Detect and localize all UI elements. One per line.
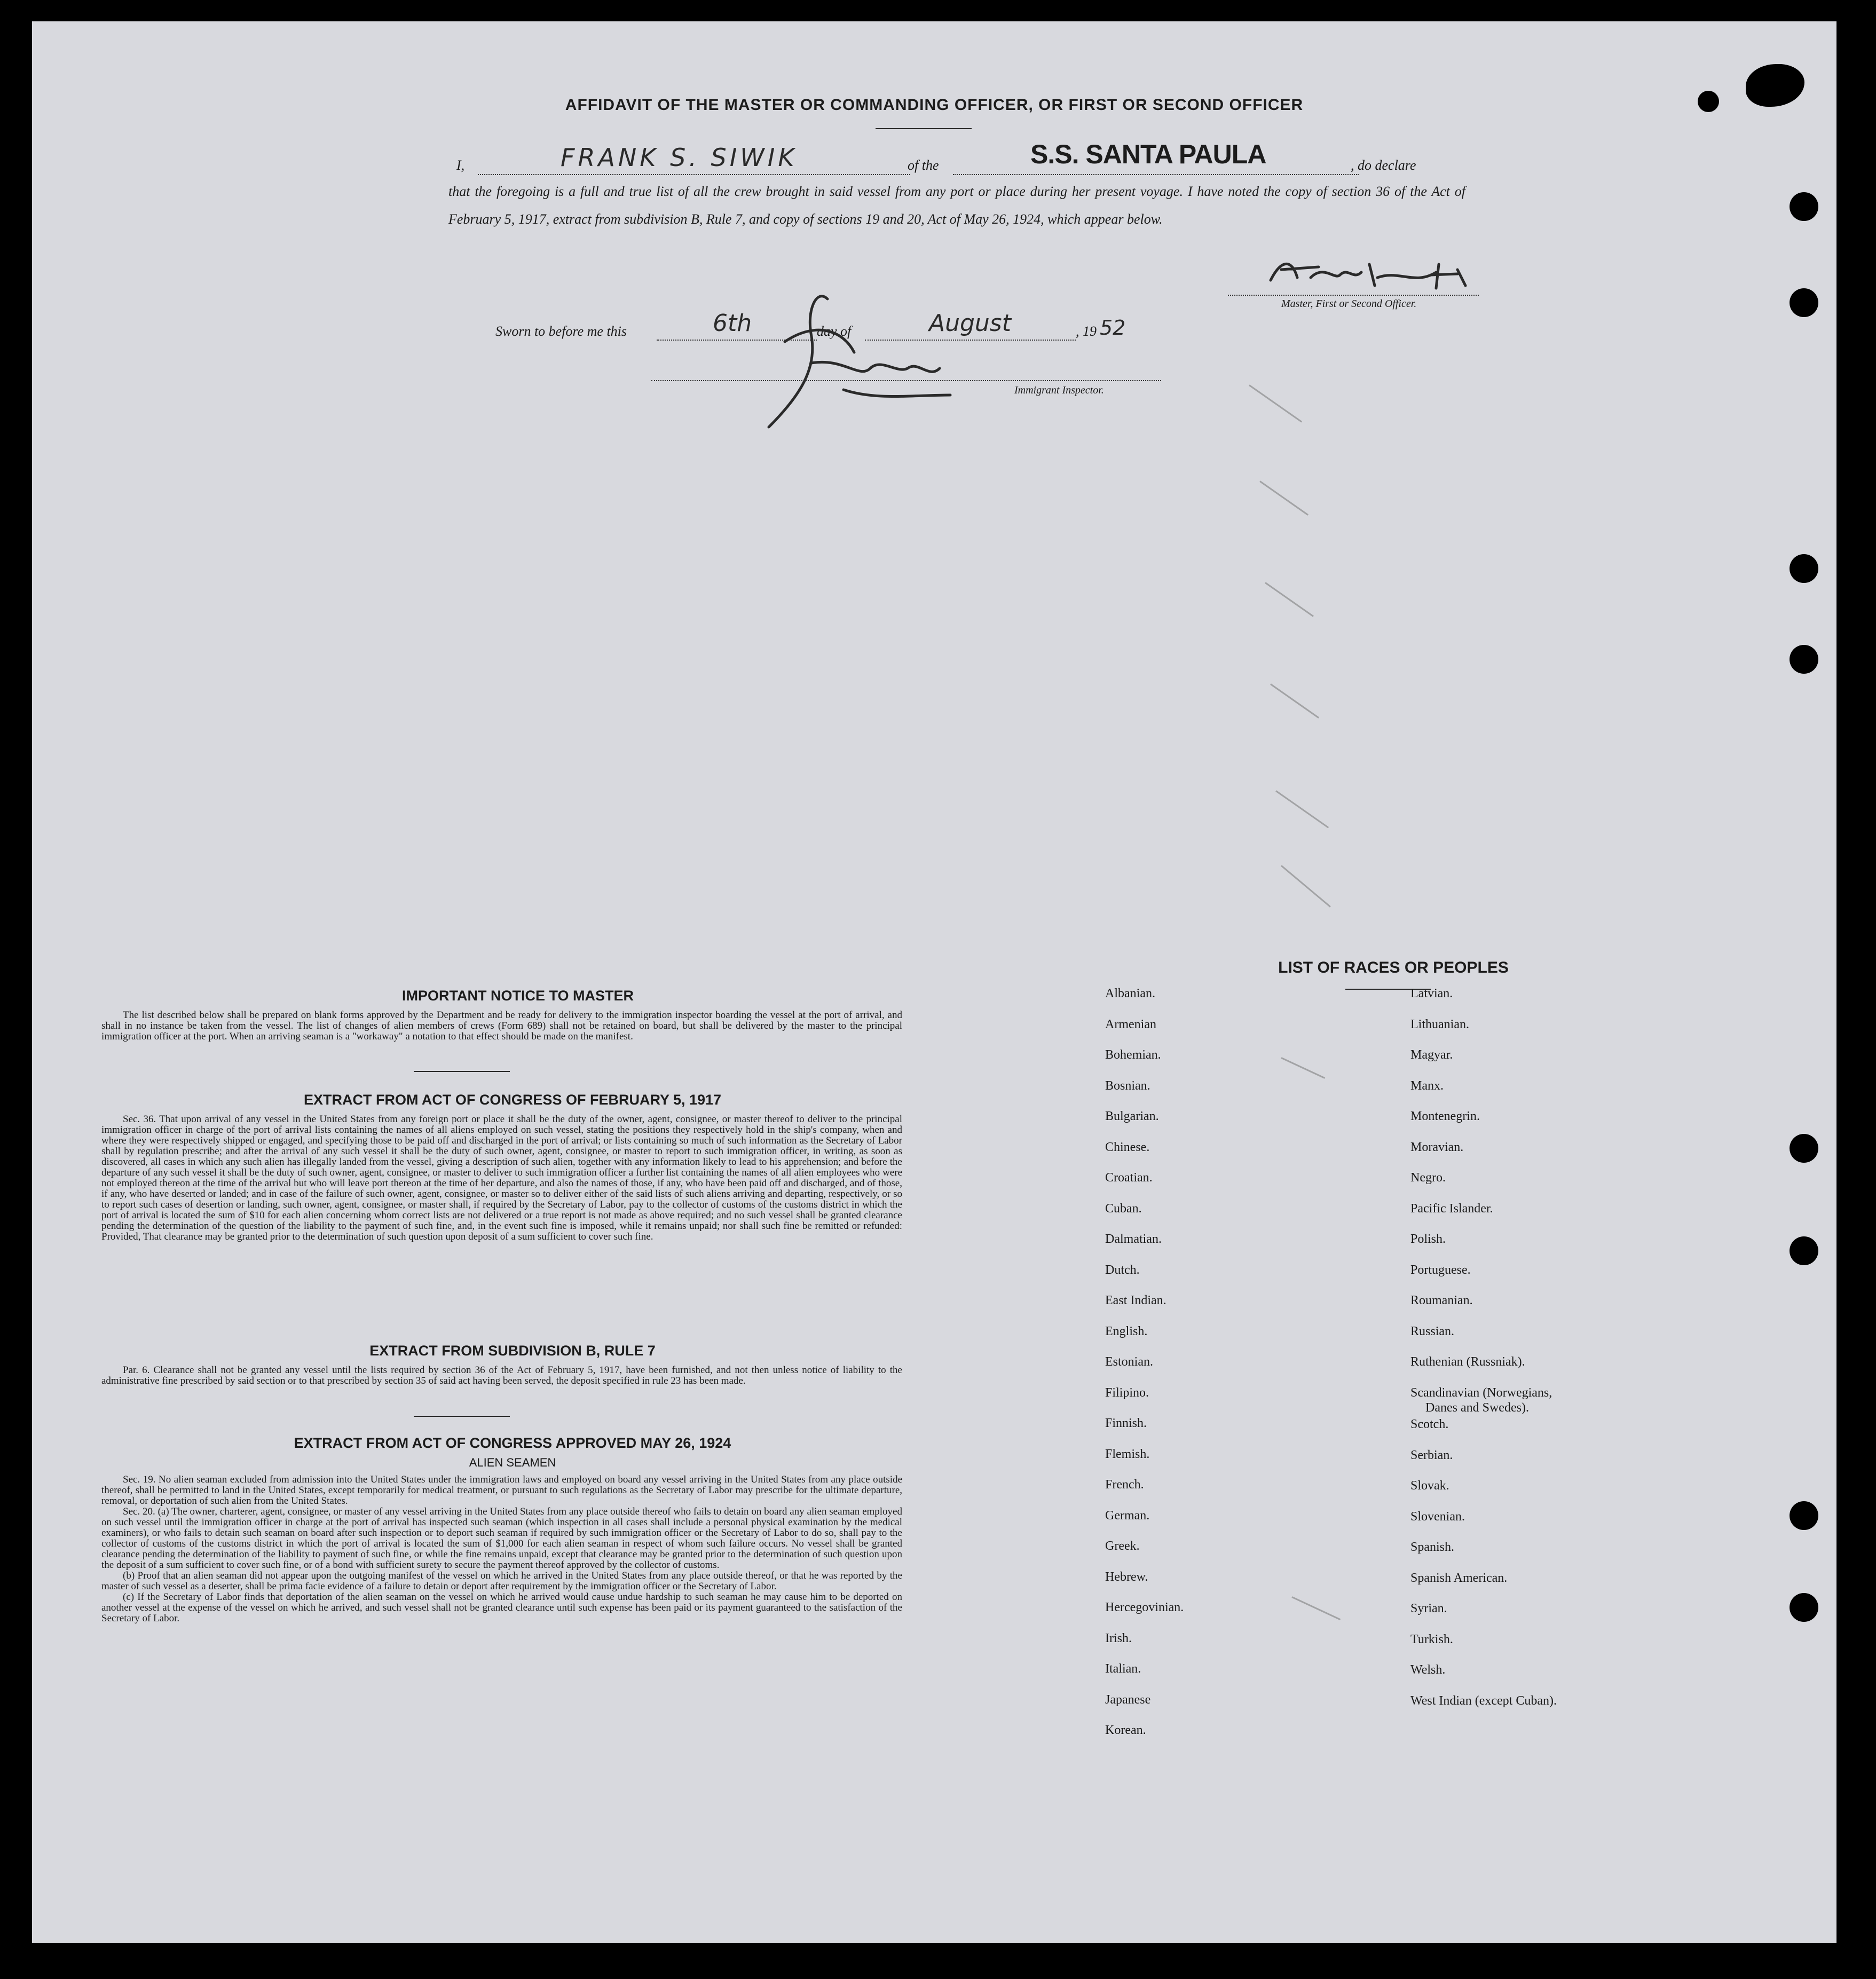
master-caption: Master, First or Second Officer. (1281, 298, 1417, 310)
race-item-right: Russian. (1410, 1324, 1455, 1338)
punch-hole (1790, 1593, 1818, 1622)
year-value: 52 (1100, 316, 1126, 340)
race-item-left: Albanian. (1105, 987, 1155, 1000)
sec-19-paragraph: Sec. 19. No alien seaman excluded from admission into the United States under the immigration laws and employed on board any vessel arriving in the United States from any place outside thereof, shall be permitted to land in the United States, except temporarily for medical treatment, or pursuant to such regulations as the Secretary of Labor may prescribe for the ultimate departure, removal, or deportation of such alien from the United States. (101, 1474, 902, 1507)
year-prefix: , 19 (1076, 324, 1097, 339)
faint-mark (1275, 790, 1329, 828)
name-line (478, 174, 910, 175)
sec-20c-paragraph: (c) If the Secretary of Labor finds that deportation of the alien seaman on the vessel on which he arrived would cause undue hardship to such seaman he may cause him to be deported on another vessel at the expense of the vessel on which he arrived, and such vessel shall not be granted clearance until such expense has been paid or its payment guaranteed to the satisfaction of the Secretary of Labor. (101, 1591, 902, 1624)
faint-mark (1281, 865, 1331, 907)
race-item-left: Flemish. (1105, 1447, 1150, 1461)
race-item-right: Pacific Islander. (1410, 1201, 1493, 1216)
race-item-left: Irish. (1105, 1631, 1132, 1645)
sec-20b-paragraph: (b) Proof that an alien seaman did not appear upon the outgoing manifest of the vessel on which he arrived in the United States from any place outside thereof, or that he was reported by the master of such vessel as a deserter, shall be prima facie evidence of a failure to detain or deport after requirement by the immigration officer or the Secretary of Labor. (101, 1570, 902, 1592)
race-item-right: Slovenian. (1410, 1509, 1465, 1524)
race-item-left: Bulgarian. (1105, 1109, 1159, 1123)
of-the-label: of the (908, 157, 939, 173)
races-title: LIST OF RACES OR PEOPLES (1278, 959, 1509, 976)
race-item-left: Estonian. (1105, 1355, 1153, 1369)
race-item-right: Roumanian. (1410, 1294, 1473, 1307)
document-page (32, 21, 1836, 1943)
inspector-caption: Immigrant Inspector. (1014, 384, 1104, 396)
race-item-left: English. (1105, 1324, 1148, 1338)
race-item-left: Hebrew. (1105, 1570, 1148, 1584)
notice-paragraph: The list described below shall be prepared on blank forms approved by the Department and be ready for delivery to the immigration inspector boarding the vessel at the port of arrival, and shall in no instance be taken from the vessel. The list of changes of alien members of crews (Form 689) shall not be retained on board, but shall be delivered by the master to the principal immigration officer at the port. When an arriving seaman is a "workaway" a notation to that effect should be made on the manifest. (101, 1010, 902, 1042)
punch-hole (1790, 554, 1818, 583)
sworn-label: Sworn to before me this (495, 324, 627, 339)
race-item-left: Bohemian. (1105, 1048, 1161, 1062)
race-item-left: Korean. (1105, 1723, 1146, 1737)
race-item-right: Scandinavian (Norwegians, (1410, 1385, 1552, 1400)
punch-hole (1790, 1501, 1818, 1530)
race-item-right: Welsh. (1410, 1663, 1446, 1677)
day-value: 6th (713, 310, 752, 337)
do-declare-label: , do declare (1351, 157, 1416, 173)
faint-mark (1270, 683, 1319, 719)
race-item-left: Croatian. (1105, 1171, 1153, 1185)
notice-body (101, 1010, 902, 1042)
extract-1917-body (101, 1114, 902, 1242)
faint-mark (1249, 384, 1302, 422)
day-of-label: day of (817, 324, 852, 339)
race-item-left: Armenian (1105, 1017, 1156, 1031)
vessel-line (953, 174, 1359, 175)
notice-title: IMPORTANT NOTICE TO MASTER (402, 988, 634, 1004)
faint-mark (1281, 1057, 1325, 1079)
race-item-left: Filipino. (1105, 1385, 1149, 1400)
race-item-right: Manx. (1410, 1078, 1444, 1093)
alien-seamen-subtitle: ALIEN SEAMEN (469, 1456, 556, 1469)
notice-divider (414, 1071, 510, 1072)
race-item-left: Hercegovinian. (1105, 1600, 1184, 1614)
faint-mark (1265, 582, 1314, 617)
race-item-right: Syrian. (1410, 1602, 1447, 1615)
race-item-left: Italian. (1105, 1662, 1141, 1676)
rule7-body (101, 1365, 902, 1386)
race-item-right: Spanish. (1410, 1540, 1455, 1554)
rule7-paragraph: Par. 6. Clearance shall not be granted any vessel until the lists required by section 36 of the Act of February 5, 1917, have been furnished, and not then unless notice of liability to the administrative fine prescribed by said section or to that prescribed by section 35 of said act having been served, the deposit specified in rule 23 has been made. (101, 1365, 902, 1386)
race-item-right: Scotch. (1410, 1417, 1449, 1431)
race-item-left: Finnish. (1105, 1416, 1147, 1430)
race-item-left: Cuban. (1105, 1201, 1142, 1216)
vessel-name: S.S. SANTA PAULA (1030, 139, 1266, 169)
title-divider (876, 128, 972, 129)
punch-hole (1790, 645, 1818, 674)
race-item-right: Danes and Swedes). (1425, 1400, 1529, 1415)
race-item-left: Dalmatian. (1105, 1232, 1162, 1246)
race-item-right: Latvian. (1410, 987, 1453, 1000)
race-item-left: Bosnian. (1105, 1078, 1150, 1093)
faint-mark (1259, 480, 1309, 516)
race-item-right: Slovak. (1410, 1479, 1449, 1493)
race-item-left: Chinese. (1105, 1140, 1150, 1154)
section-36-paragraph: Sec. 36. That upon arrival of any vessel in the United States from any foreign port or place it shall be the duty of the owner, agent, consignee, or master thereof to deliver to the principal immigration officer in charge of the port of arrival lists containing the names of all aliens employed on such vessel, stating the positions they respectively hold in the ship's company, when and where they were respectively shipped or engaged, and specifying those to be paid off and discharged in the port of arrival; or lists containing so much of such information as the Secretary of Labor shall by regulation prescribe; and after the arrival of any such vessel it shall be the duty of such owner, agent, consignee, or master to report to such immigration officer, in writing, as soon as discovered, all cases in which any such alien has illegally landed from the vessel, giving a description of such alien, together with any information likely to lead to his apprehension; and before the departure of any such vessel it shall be the duty of such owner, agent, consignee, or master to deliver to such immigration officer a further list containing the names of all alien employees who were not employed thereon at the time of the arrival but who will leave port thereon at the time of her departure, and also the names of those, if any, who have been paid off and discharged, and of those, if any, who have deserted or landed; and in case of the failure of such owner, agent, consignee, or master so to deliver either of the said lists of such aliens arriving and departing, respectively, or so to report such cases of desertion or landing, such owner, agent, consignee, or master shall, if required by the Secretary of Labor, pay to the collector of customs of the customs district in which the port of arrival is located the sum of $10 for each alien concerning whom correct lists are not delivered or a true report is not made as above required; and no such vessel shall be granted clearance pending the determination of the question of the liability to the payment of such fine, and, in the event such fine is imposed, while it remains unpaid; nor shall such fine be remitted or refunded: Provided, That clearance may be granted prior to the determination of such question upon deposit of a sum sufficient to cover such fine. (101, 1114, 902, 1242)
rule7-title: EXTRACT FROM SUBDIVISION B, RULE 7 (369, 1343, 656, 1359)
extract-1924-body (101, 1475, 902, 1624)
faint-mark (1291, 1596, 1341, 1620)
race-item-left: Japanese (1105, 1692, 1151, 1707)
extract-1924-title: EXTRACT FROM ACT OF CONGRESS APPROVED MAY 26, 1924 (294, 1435, 731, 1451)
affidavit-body: that the foregoing is a full and true list of all the crew brought in said vessel from any port or place during her present voyage. I have noted the copy of section 36 of the Act of February 5, 1917, extract from subdivision B, Rule 7, and copy of sections 19 and 20, Act of May 26, 1924, which appear below. (448, 184, 1465, 227)
punch-hole (1790, 192, 1818, 221)
race-item-right: Portuguese. (1410, 1263, 1471, 1277)
race-item-left: East Indian. (1105, 1294, 1166, 1307)
race-item-right: Montenegrin. (1410, 1109, 1480, 1123)
punch-hole (1790, 1134, 1818, 1163)
race-item-right: Polish. (1410, 1232, 1446, 1246)
inspector-line (651, 380, 1161, 381)
master-signature (1260, 248, 1484, 302)
punch-hole (1790, 288, 1818, 317)
master-name-handwritten: FRANK S. SIWIK (561, 143, 798, 172)
extract-1917-title: EXTRACT FROM ACT OF CONGRESS OF FEBRUARY 5, 1917 (303, 1092, 722, 1108)
race-item-right: Negro. (1410, 1171, 1446, 1185)
punch-hole (1790, 1236, 1818, 1265)
sec-20a-paragraph: Sec. 20. (a) The owner, charterer, agent, consignee, or master of any vessel arriving in the United States from any place outside thereof who fails to detain on board any alien seaman employed on such vessel until the immigration officer in charge at the port of arrival has inspected such seaman (which inspection in all cases shall include a personal physical examination by the medical examiners), or who fails to detain such seaman on board after such inspection or to deport such seaman if required by such immigration officer or the Secretary of Labor to do so, shall pay to the collector of customs of the customs district in which the port of arrival is located the sum of $1,000 for each alien seaman in respect of whom such failure occurs. No vessel shall be granted clearance pending the determination of the liability to payment of such fine, or while the fine remains unpaid, except that clearance may be granted prior to the determination of such question upon the deposit of a sum sufficient to cover such fine, or of a bond with sufficient surety to secure the payment thereof approved by the collector of customs. (101, 1506, 902, 1571)
race-item-right: Spanish American. (1410, 1571, 1508, 1585)
race-item-right: Moravian. (1410, 1140, 1464, 1154)
rule7-divider (414, 1416, 510, 1417)
race-item-right: Turkish. (1410, 1632, 1453, 1646)
race-item-left: Greek. (1105, 1539, 1140, 1553)
race-item-left: Dutch. (1105, 1263, 1140, 1277)
race-item-left: German. (1105, 1508, 1150, 1523)
affidavit-title: AFFIDAVIT OF THE MASTER OR COMMANDING OFFICER, OR FIRST OR SECOND OFFICER (565, 96, 1304, 114)
race-item-left: French. (1105, 1478, 1144, 1492)
master-signature-line (1228, 295, 1479, 296)
race-item-right: Magyar. (1410, 1048, 1453, 1062)
race-item-right: Serbian. (1410, 1448, 1453, 1462)
month-value: August (929, 310, 1011, 337)
race-item-right: Ruthenian (Russniak). (1410, 1355, 1525, 1369)
affidavit-i: I, (456, 157, 465, 173)
race-item-right: West Indian (except Cuban). (1410, 1693, 1557, 1708)
race-item-right: Lithuanian. (1410, 1017, 1469, 1031)
inspector-signature (737, 267, 1014, 448)
